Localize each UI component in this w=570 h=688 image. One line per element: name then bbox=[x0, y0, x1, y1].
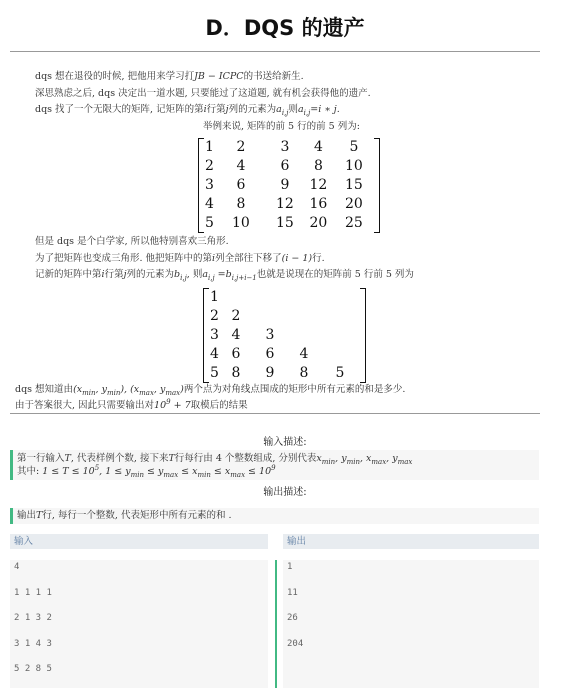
matrix-cell bbox=[287, 307, 321, 326]
closing-line-1: dqs 想知道由($x_{min}$, $y_{min}$), ($x_{max}$, $y_{max}$)两个点为对角线点围成的矩形中所有元素的和是多少. bbox=[15, 384, 406, 397]
matrix-cell: 6 bbox=[236, 177, 246, 193]
matrix-row bbox=[210, 345, 359, 364]
input-desc-heading: 输入描述: bbox=[263, 437, 307, 448]
matrix-cell: 2 bbox=[236, 139, 246, 155]
matrix-cell: 6 bbox=[280, 158, 290, 174]
matrix-cell bbox=[287, 326, 321, 345]
matrix-cell: 5 bbox=[349, 139, 359, 155]
matrix-cell: 8 bbox=[313, 158, 323, 174]
sample-input-block[interactable] bbox=[10, 560, 268, 688]
sample-input-line: 2 1 3 2 bbox=[14, 613, 52, 623]
matrix-cell: 4 bbox=[299, 346, 309, 362]
matrix-row bbox=[210, 307, 359, 326]
matrix-cell: 16 bbox=[309, 196, 328, 212]
matrix-left-bracket bbox=[198, 138, 204, 233]
sample-output-header: 输出 bbox=[283, 534, 539, 549]
matrix-right-bracket bbox=[360, 288, 366, 383]
sample-input-line: 5 2 8 5 bbox=[14, 664, 52, 674]
input-desc-line-2: 其中: $1 \le T \le 10^5$, $1 \le y_{min} \le y_{max} \le x_{min} \le x_{max} \le 10^9$ bbox=[17, 463, 276, 479]
matrix-cell: 3 bbox=[265, 327, 275, 343]
matrix-cell: 20 bbox=[345, 196, 363, 212]
matrix-cell: 10 bbox=[232, 215, 250, 231]
matrix-row bbox=[205, 157, 373, 176]
matrix-cell: 3 bbox=[280, 139, 290, 155]
matrix-cell: 15 bbox=[345, 177, 363, 193]
matrix-full bbox=[205, 138, 373, 233]
matrix-cell: 25 bbox=[345, 215, 363, 231]
matrix-cell bbox=[321, 345, 359, 364]
sample-input-line: 4 bbox=[14, 562, 20, 572]
closing-line-2: 由于答案很大, 因此只需要输出对$10^9 + 7$取模后的结果 bbox=[15, 397, 248, 411]
sample-output-line: 1 bbox=[287, 562, 293, 572]
middle-line-3: 记新的矩阵中第i行第j列的元素为$b_{i,j}$, 则$a_{i,j} =b_{i,j+i-1}$也就是说现在的矩阵前 5 行前 5 列为 bbox=[35, 269, 414, 282]
matrix-right-bracket bbox=[374, 138, 380, 233]
matrix-cell: 9 bbox=[265, 365, 275, 381]
matrix-cell: 8 bbox=[231, 365, 241, 381]
matrix-cell: 3 bbox=[205, 177, 214, 193]
sample-output-line: 26 bbox=[287, 613, 298, 623]
matrix-cell: 12 bbox=[276, 196, 294, 212]
matrix-cell: 8 bbox=[236, 196, 246, 212]
matrix-row bbox=[210, 288, 359, 307]
input-desc-line-1: 第一行输入T, 代表样例个数, 接下来T行每行由 4 个整数组成, 分别代表$x_{min}$, $y_{min}$, $x_{max}$, $y_{max}$ bbox=[17, 453, 413, 466]
intro-line-2: 深思熟虑之后, dqs 决定出一道水题, 只要能过了这道题, 就有机会获得他的遗产. bbox=[35, 88, 371, 99]
matrix-cell: 1 bbox=[205, 139, 214, 155]
matrix-triangle bbox=[210, 288, 359, 383]
matrix-cell bbox=[219, 288, 253, 307]
matrix-cell: 3 bbox=[210, 327, 219, 343]
sample-input-line: 1 1 1 1 bbox=[14, 587, 52, 598]
middle-line-2: 为了把矩阵也变成三角形. 他把矩阵中的第i列全部往下移了(i − 1)行. bbox=[35, 253, 325, 264]
intro-line-1: dqs 想在退役的时候, 把他用来学习打JB − ICPC的书送给新生. bbox=[35, 71, 304, 82]
matrix-row bbox=[205, 195, 373, 214]
matrix-cell: 5 bbox=[335, 365, 345, 381]
intro-line-3: dqs 找了一个无限大的矩阵, 记矩阵的第i行第j列的元素为$a_{i,j}$则$a_{i,j}=i$ ∗ j. bbox=[35, 104, 340, 117]
matrix-row bbox=[210, 364, 359, 383]
sample-input-line: 3 1 4 3 bbox=[14, 638, 52, 649]
matrix-cell bbox=[321, 307, 359, 326]
matrix-cell: 1 bbox=[210, 289, 219, 305]
intro-line-4: 举例来说, 矩阵的前 5 行的前 5 列为: bbox=[203, 121, 360, 132]
matrix-cell: 6 bbox=[265, 346, 275, 362]
matrix-cell: 4 bbox=[210, 346, 219, 362]
matrix-left-bracket bbox=[203, 288, 209, 383]
matrix-cell: 12 bbox=[309, 177, 328, 193]
matrix-cell bbox=[253, 288, 287, 307]
matrix-cell: 8 bbox=[299, 365, 309, 381]
sample-output-block[interactable] bbox=[283, 560, 539, 688]
matrix-cell: 20 bbox=[309, 215, 328, 231]
matrix-cell: 2 bbox=[231, 308, 241, 324]
matrix-cell: 4 bbox=[236, 158, 246, 174]
title-divider bbox=[10, 51, 540, 52]
matrix-cell: 5 bbox=[210, 365, 219, 381]
matrix-row bbox=[205, 138, 373, 157]
matrix-cell bbox=[287, 288, 321, 307]
matrix-cell: 4 bbox=[313, 139, 323, 155]
matrix-cell: 2 bbox=[210, 308, 219, 324]
matrix-cell: 5 bbox=[205, 215, 214, 231]
matrix-cell: 4 bbox=[205, 196, 214, 212]
output-desc-box: 输出T行, 每行一个整数, 代表矩形中所有元素的和 . bbox=[10, 508, 539, 524]
page-title: D．DQS 的遗产 bbox=[205, 16, 365, 40]
matrix-cell bbox=[253, 307, 287, 326]
matrix-cell bbox=[321, 288, 359, 307]
sample-output-line: 204 bbox=[287, 638, 304, 649]
matrix-cell: 10 bbox=[345, 158, 363, 174]
matrix-cell bbox=[321, 326, 359, 345]
matrix-cell: 15 bbox=[276, 215, 294, 231]
output-desc-heading: 输出描述: bbox=[263, 487, 307, 498]
input-desc-box bbox=[10, 450, 539, 480]
matrix-row bbox=[210, 326, 359, 345]
sample-output-accent-bar bbox=[275, 560, 277, 688]
matrix-row bbox=[205, 214, 373, 233]
matrix-row bbox=[205, 176, 373, 195]
sample-input-header: 输入 bbox=[10, 534, 268, 549]
matrix-cell: 9 bbox=[280, 177, 290, 193]
matrix-cell: 2 bbox=[205, 158, 214, 174]
middle-line-1: 但是 dqs 是个白学家, 所以他特别喜欢三角形. bbox=[35, 236, 229, 247]
matrix-cell: 4 bbox=[231, 327, 241, 343]
sample-output-line: 11 bbox=[287, 587, 298, 598]
matrix-cell: 6 bbox=[231, 346, 241, 362]
section-divider bbox=[10, 413, 540, 414]
